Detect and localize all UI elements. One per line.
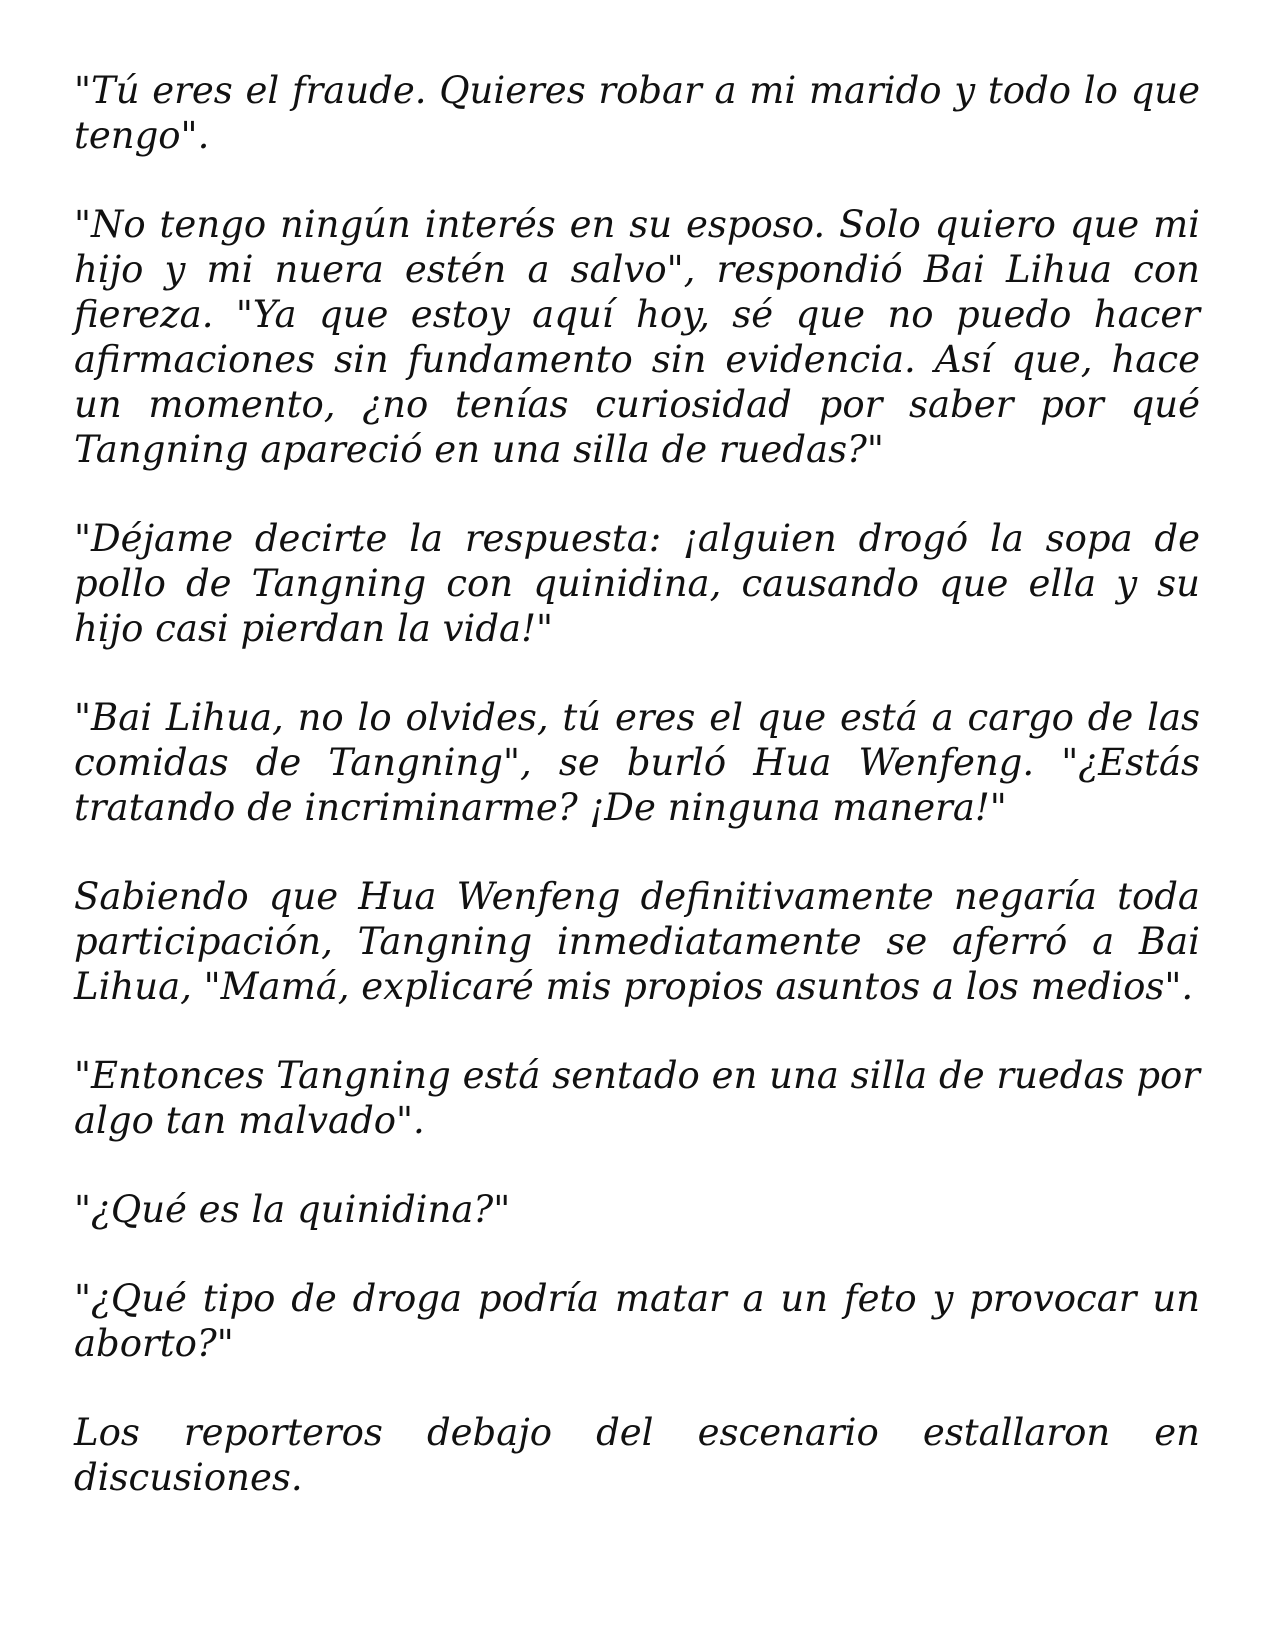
paragraph: "Déjame decirte la respuesta: ¡alguien drogó la sopa de pollo de Tangning con quinidina, causando que ella y su hijo casi pierdan la vida!" <box>74 517 1200 650</box>
paragraph: "¿Qué tipo de droga podría matar a un feto y provocar un aborto?" <box>74 1277 1200 1365</box>
paragraph: "Tú eres el fraude. Quieres robar a mi marido y todo lo que tengo". <box>74 69 1200 157</box>
paragraph: "Entonces Tangning está sentado en una silla de ruedas por algo tan malvado". <box>74 1054 1200 1142</box>
paragraph: "Bai Lihua, no lo olvides, tú eres el que está a cargo de las comidas de Tangning", se burló Hua Wenfeng. "¿Estás tratando de incriminarme? ¡De ninguna manera!" <box>74 696 1200 829</box>
paragraph: Los reporteros debajo del escenario estallaron en discusiones. <box>74 1411 1200 1499</box>
paragraph: "¿Qué es la quinidina?" <box>74 1188 511 1231</box>
paragraph: Sabiendo que Hua Wenfeng definitivamente negaría toda participación, Tangning inmediatamente se aferró a Bai Lihua, "Mamá, explicaré mis propios asuntos a los medios". <box>74 875 1200 1008</box>
paragraph: "No tengo ningún interés en su esposo. Solo quiero que mi hijo y mi nuera estén a salvo", respondió Bai Lihua con fiereza. "Ya que estoy aquí hoy, sé que no puedo hacer afirmaciones sin fundamento sin evidencia. Así que, hace un momento, ¿no tenías curiosidad por saber por qué Tangning apareció en una silla de ruedas?" <box>74 203 1200 471</box>
